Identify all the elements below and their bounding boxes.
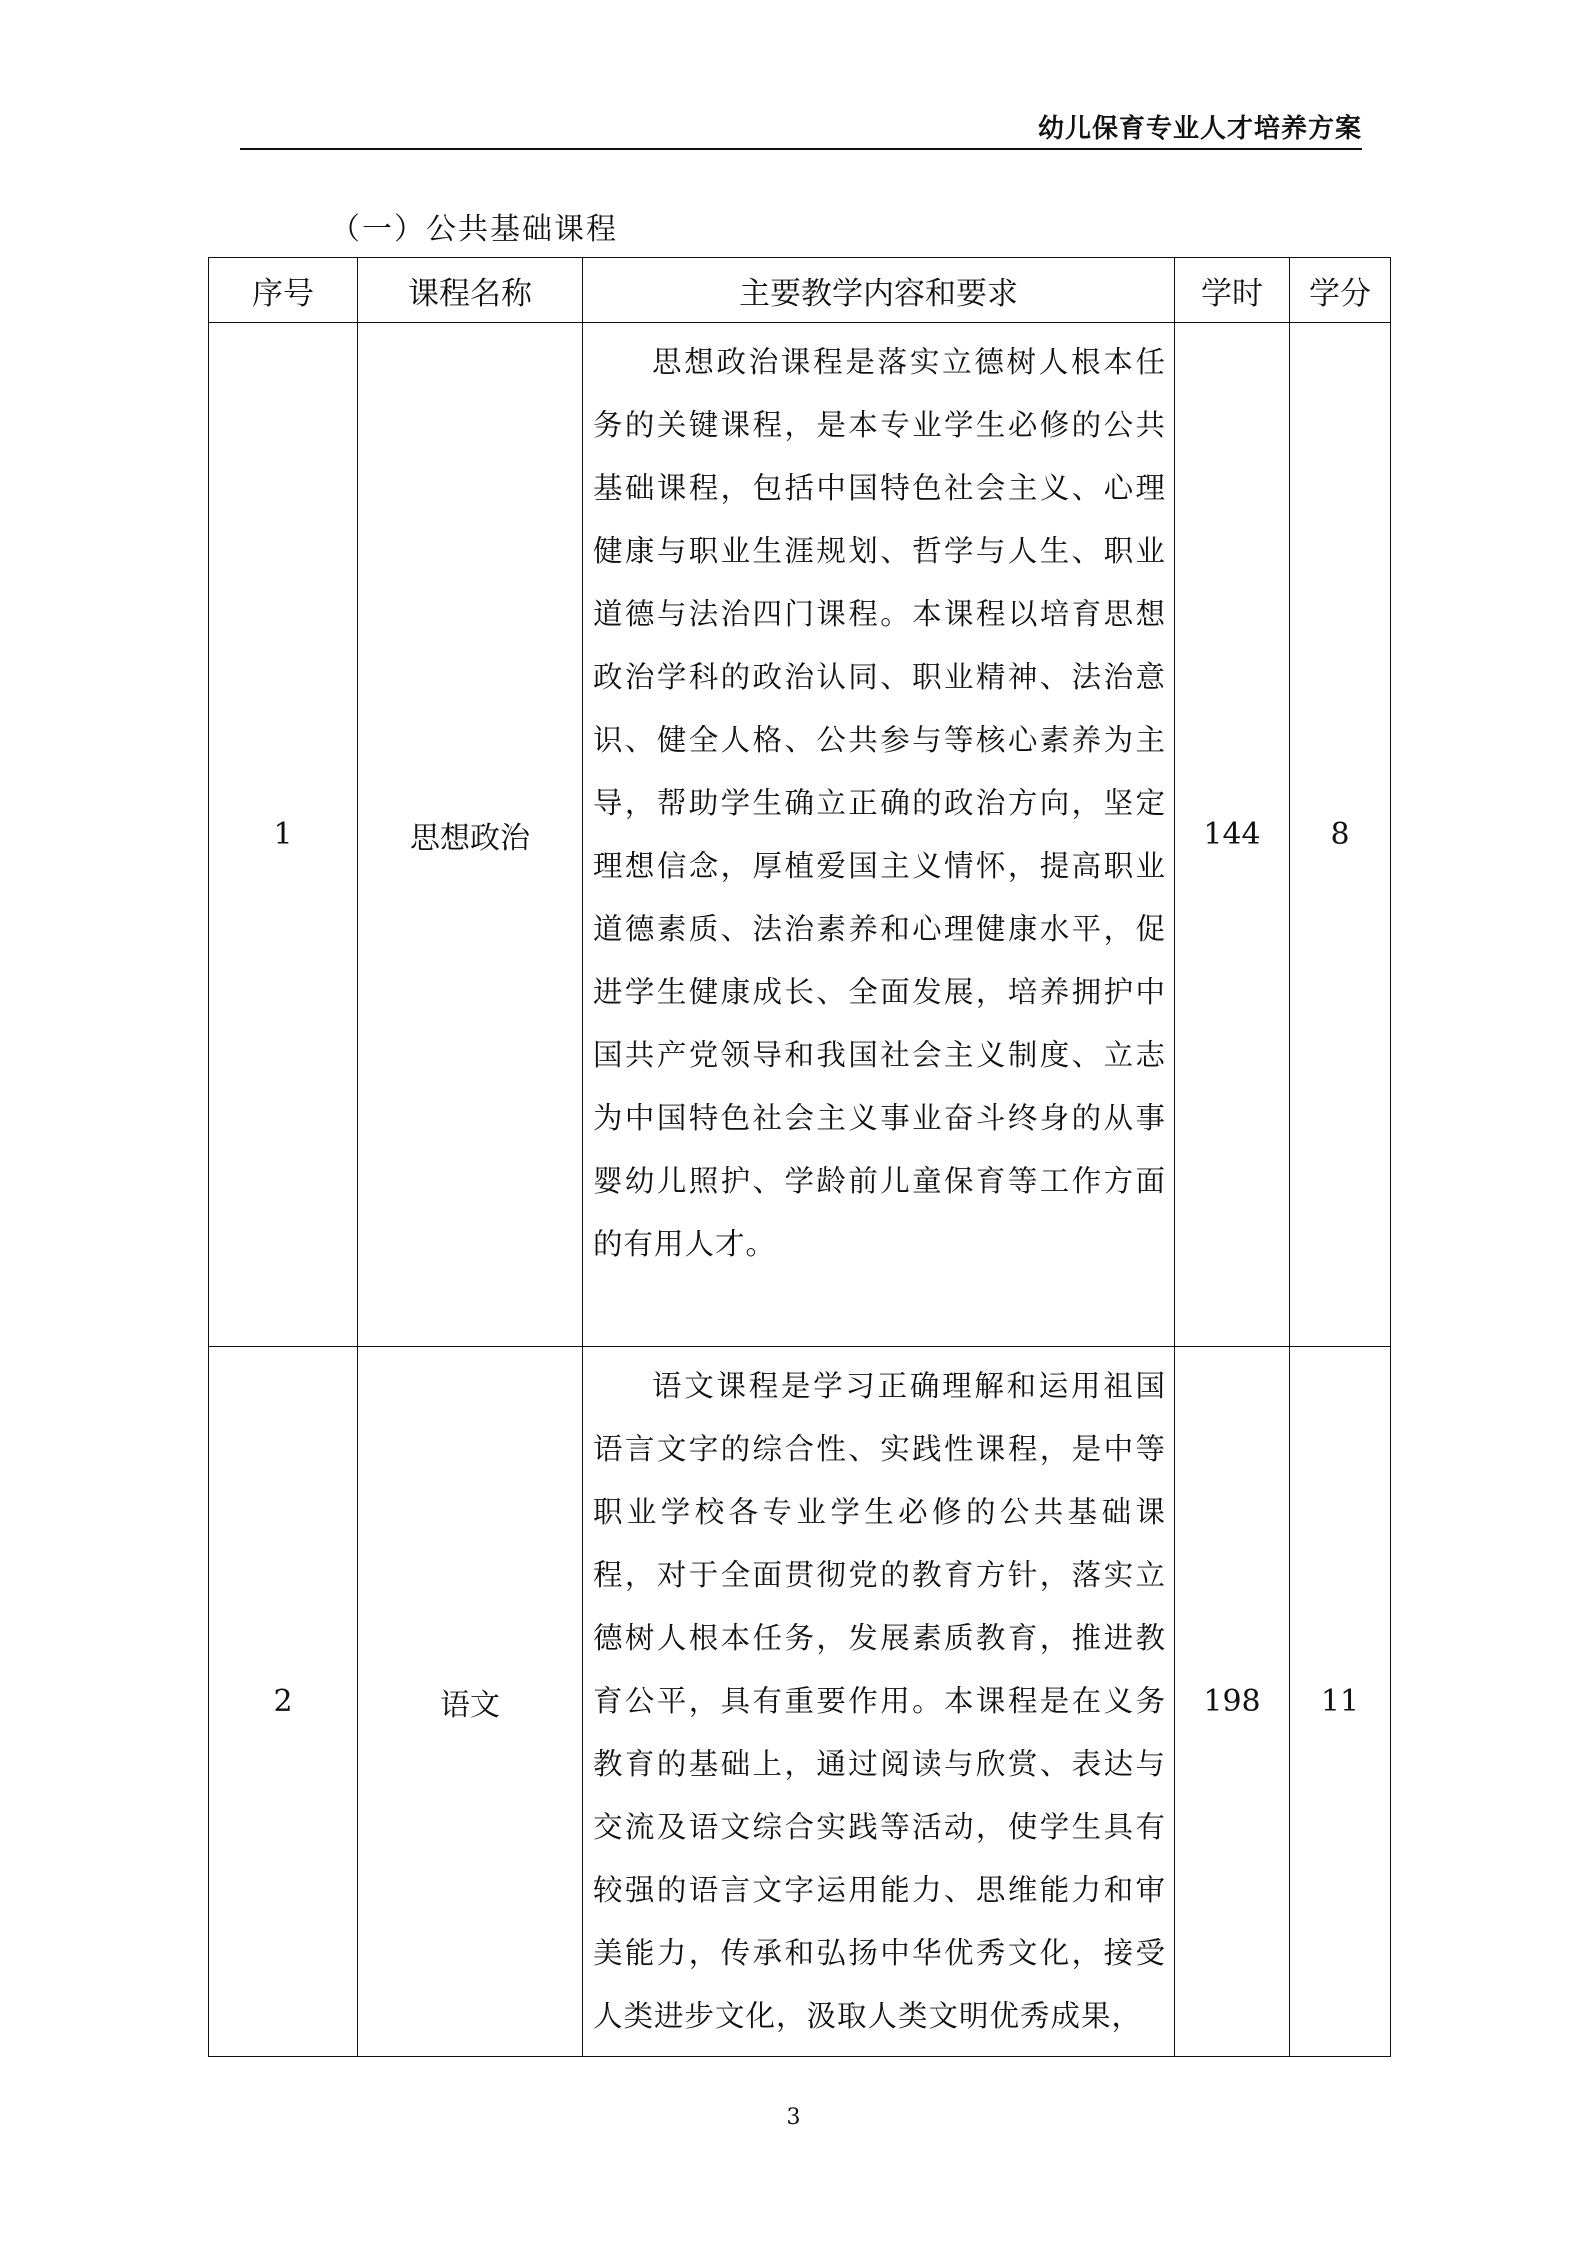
page-number: 3 [786,2105,801,2130]
row-index: 2 [209,1347,358,2057]
column-header-course-name: 课程名称 [358,258,583,323]
course-name: 思想政治 [358,323,583,1347]
course-credits: 8 [1290,323,1391,1347]
course-content: 思想政治课程是落实立德树人根本任务的关键课程，是本专业学生必修的公共基础课程，包括中国特色社会主义、心理健康与职业生涯规划、哲学与人生、职业道德与法治四门课程。本课程以培育思想政治学科的政治认同、职业精神、法治意识、健全人格、公共参与等核心素养为主导，帮助学生确立正确的政治方向，坚定理想信念，厚植爱国主义情怀，提高职业道德素质、法治素养和心理健康水平，促进学生健康成长、全面发展，培养拥护中国共产党领导和我国社会主义制度、立志为中国特色社会主义事业奋斗终身的从事婴幼儿照护、学龄前儿童保育等工作方面的有用人才。 [583,323,1175,1347]
document-header-title: 幼儿保育专业人才培养方案 [1037,114,1362,144]
table-header-row [209,258,1391,323]
column-header-hours: 学时 [1175,258,1290,323]
row-index: 1 [209,323,358,1347]
course-table [208,257,1391,2057]
course-credits: 11 [1290,1347,1391,2057]
column-header-index: 序号 [209,258,358,323]
section-heading: （一）公共基础课程 [330,212,618,247]
course-name: 语文 [358,1347,583,2057]
course-content: 语文课程是学习正确理解和运用祖国语言文字的综合性、实践性课程，是中等职业学校各专业学生必修的公共基础课程，对于全面贯彻党的教育方针，落实立德树人根本任务，发展素质教育，推进教育公平，具有重要作用。本课程是在义务教育的基础上，通过阅读与欣赏、表达与交流及语文综合实践等活动，使学生具有较强的语言文字运用能力、思维能力和审美能力，传承和弘扬中华优秀文化，接受人类进步文化，汲取人类文明优秀成果， [583,1347,1175,2057]
header-divider [240,148,1362,150]
column-header-content: 主要教学内容和要求 [583,258,1175,323]
column-header-credits: 学分 [1290,258,1391,323]
course-hours: 144 [1175,323,1290,1347]
table-row [209,1347,1391,2057]
table-row [209,323,1391,1347]
course-hours: 198 [1175,1347,1290,2057]
